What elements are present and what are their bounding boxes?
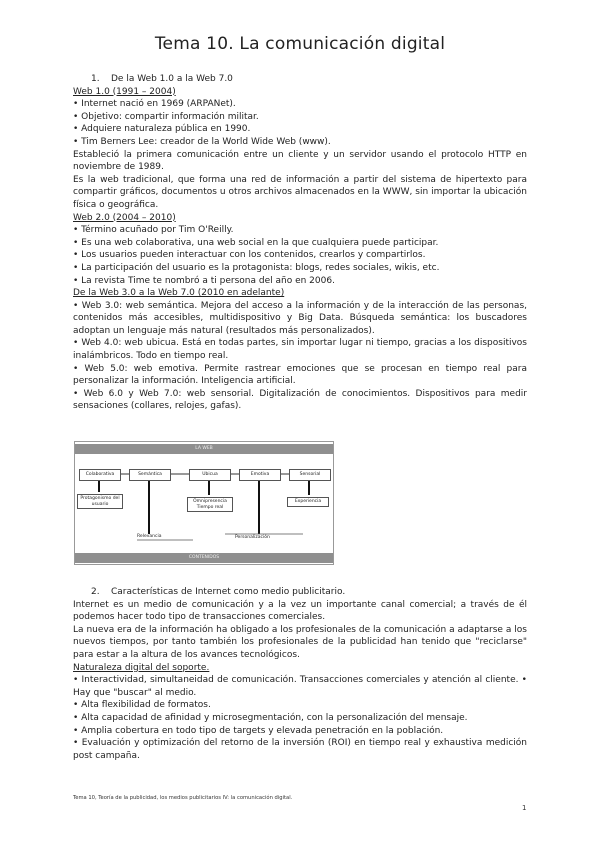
section-1-number: 1. [91, 74, 100, 84]
section-2-number: 2. [91, 587, 100, 597]
page-title: Tema 10. La comunicación digital [154, 34, 446, 54]
paragraph: Internet es un medio de comunicación y a la vez un importante canal comercial; a través de él podemos hacer todo tipo de transacciones comerciales. [73, 599, 527, 623]
diagram-box: Emotiva [239, 469, 281, 481]
diagram-sub-box: Protagonismo del usuario [77, 494, 123, 509]
diagram-box: Sensorial [289, 469, 331, 481]
list-item: • La participación del usuario es la protagonista: blogs, redes sociales, wikis, etc. [73, 262, 440, 273]
web3-heading: De la Web 3.0 a la Web 7.0 (2010 en adelante) [73, 288, 285, 299]
paragraph: La nueva era de la información ha obligado a los profesionales de la comunicación a adaptarse a los nuevos tiempos, por tanto también los profesionales de la publicidad han tenido que "reciclarse" para estar a la altura de los avances tecnológicos. [73, 624, 527, 660]
diagram-sub-box: Experiencia [287, 497, 329, 507]
section-2-heading [91, 586, 527, 599]
diagram-label: Relevancia [137, 534, 162, 539]
web2-heading: Web 2.0 (2004 – 2010) [73, 212, 176, 223]
list-item: • Objetivo: compartir información militar. [73, 111, 259, 122]
list-item: • Alta capacidad de afinidad y microsegmentación, con la personalización del mensaje. [73, 712, 468, 723]
list-item: • Internet nació en 1969 (ARPANet). [73, 99, 236, 110]
list-item: • Web 6.0 y Web 7.0: web sensorial. Digitalización de conocimientos. Dispositivos para medir sensaciones (collares, relojes, gafas). [73, 388, 527, 412]
list-item: • Web 4.0: web ubicua. Está en todas partes, sin importar lugar ni tiempo, gracias a los dispositivos inalámbricos. Todo en tiempo real. [73, 338, 527, 362]
sub-heading: Naturaleza digital del soporte. [73, 662, 210, 673]
web1-heading: Web 1.0 (1991 – 2004) [73, 86, 176, 97]
diagram-top-band: LA WEB [75, 444, 333, 454]
web-evolution-diagram [74, 441, 334, 565]
paragraph: Estableció la primera comunicación entre un cliente y un servidor usando el protocolo HTTP en noviembre de 1989. [73, 149, 527, 173]
list-item: • Interactividad, simultaneidad de comunicación. Transacciones comerciales y atención al cliente. • Hay que "buscar" al medio. [73, 675, 527, 698]
page-footer: Tema 10, Teoría de la publicidad, los medios publicitarios IV: la comunicación digital. [73, 795, 293, 801]
section-1-title: De la Web 1.0 a la Web 7.0 [111, 74, 233, 84]
diagram-bottom-band: CONTENIDOS [75, 553, 333, 563]
section-2 [73, 586, 527, 762]
section-1-heading [91, 73, 527, 86]
diagram-box: Ubicua [189, 469, 231, 481]
diagram-sub-box: Omnipresencia Tiempo real [187, 497, 233, 512]
diagram-box: Colaborativa [79, 469, 121, 481]
list-item: • Tim Berners Lee: creador de la World Wide Web (www). [73, 136, 331, 147]
list-item: • Término acuñado por Tim O'Reilly. [73, 225, 234, 236]
list-item: • Es una web colaborativa, una web social en la que cualquiera puede participar. [73, 237, 439, 248]
page-number: 1 [522, 804, 527, 812]
section-2-title: Características de Internet como medio publicitario. [111, 587, 346, 597]
diagram-label: Personalización [235, 535, 270, 540]
list-item: • Los usuarios pueden interactuar con los contenidos, crearlos y compartirlos. [73, 250, 426, 261]
list-item: • La revista Time te nombró a ti persona del año en 2006. [73, 275, 335, 286]
list-item: • Amplia cobertura en todo tipo de targets y elevada penetración en la población. [73, 725, 444, 736]
paragraph: Es la web tradicional, que forma una red de información a partir del sistema de hipertexto para compartir gráficos, documentos u otros archivos almacenados en la WWW, sin importar la ubicación física o geográfica. [73, 174, 527, 210]
section-1 [73, 73, 527, 413]
list-item: • Alta flexibilidad de formatos. [73, 700, 211, 711]
diagram-box: Semántica [129, 469, 171, 481]
list-item: • Web 3.0: web semántica. Mejora del acceso a la información y de la interacción de las personas, contenidos más accesibles, multidispositivo y Big Data. Búsqueda semántica: los buscadores adoptan un lenguaje más natural (resultados más personalizados). [73, 300, 527, 336]
list-item: • Web 5.0: web emotiva. Permite rastrear emociones que se procesan en tiempo real para personalizar la información. Inteligencia artificial. [73, 363, 527, 387]
list-item: • Evaluación y optimización del retorno de la inversión (ROI) en tiempo real y exhaustiva medición post campaña. [73, 738, 527, 761]
list-item: • Adquiere naturaleza pública en 1990. [73, 124, 251, 135]
